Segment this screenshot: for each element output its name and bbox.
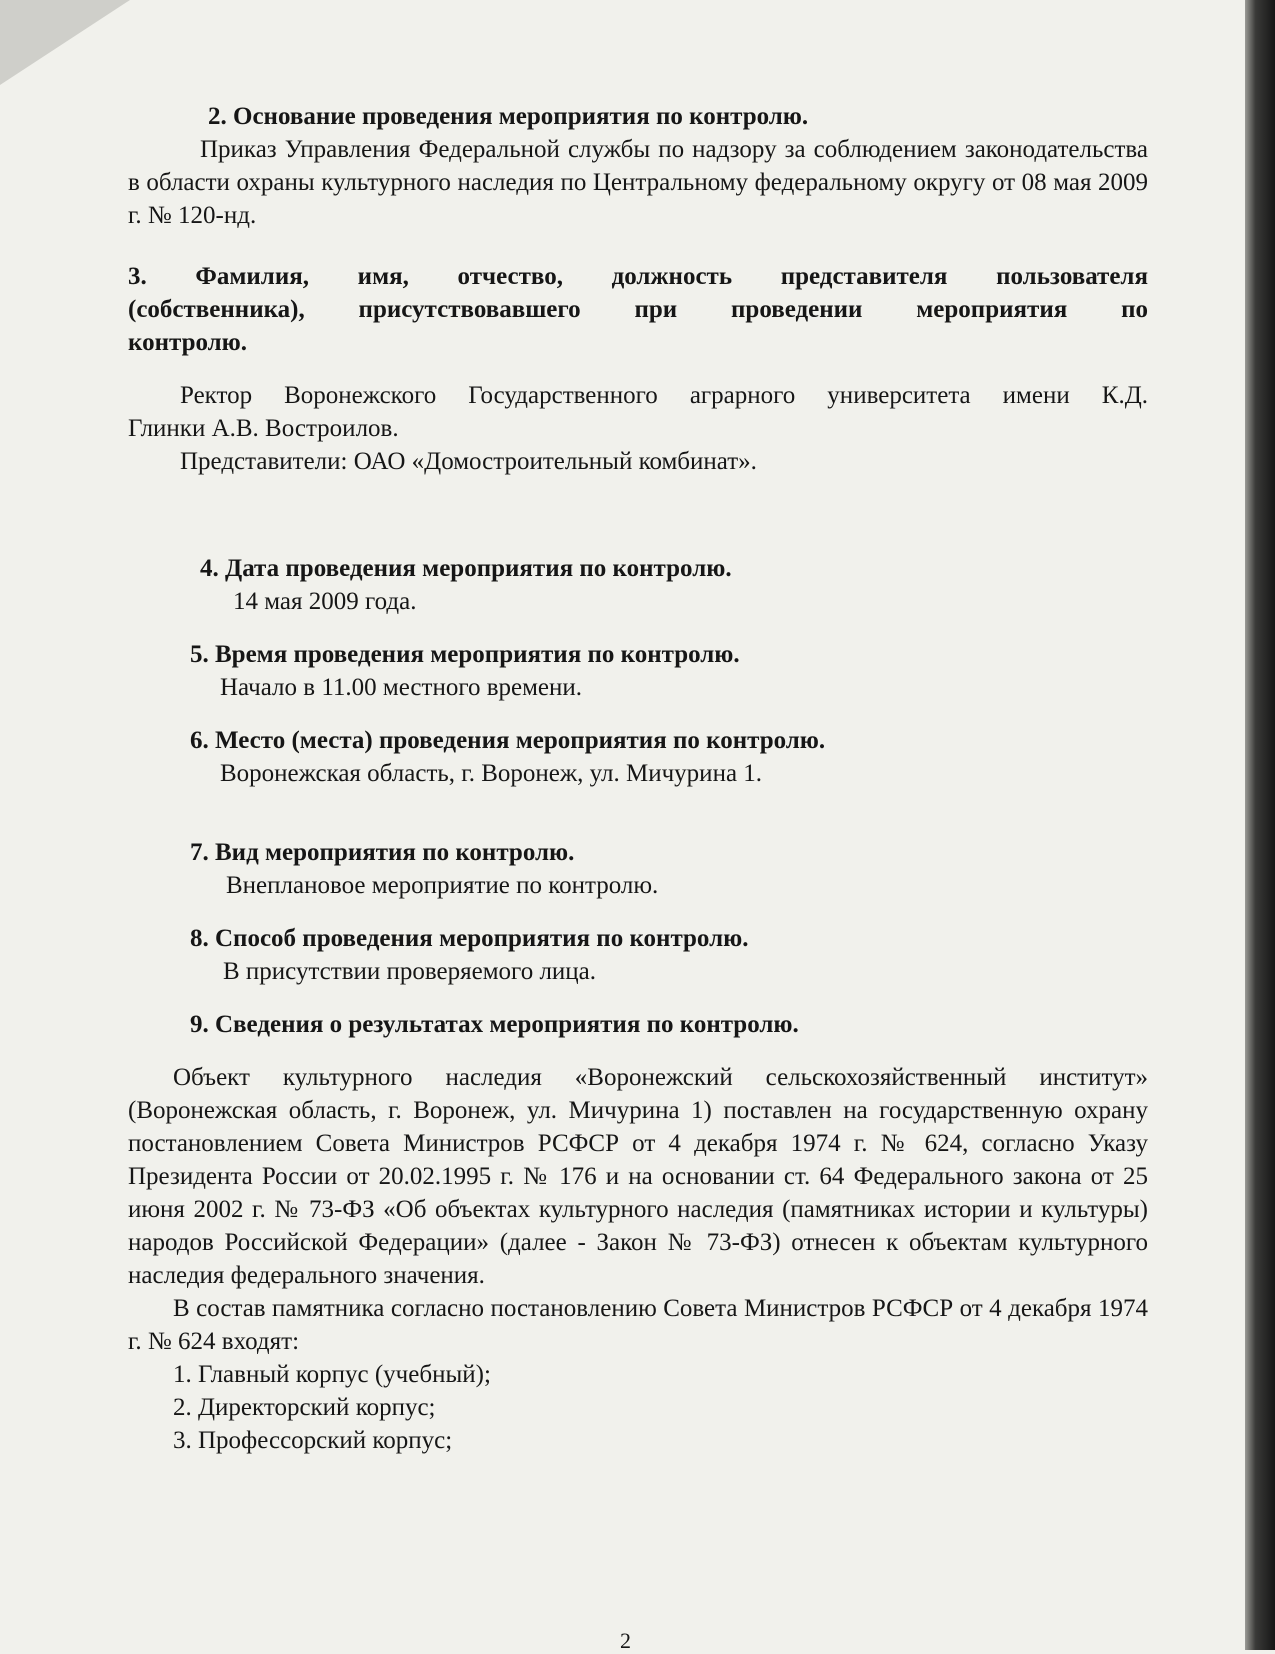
section-4-value: 14 мая 2009 года. <box>233 588 417 615</box>
section-3-heading-line2: (собственника), присутствовавшего при проведении мероприятия по <box>128 296 1148 323</box>
rector-line-1: Ректор Воронежского Государственного аграрного университета имени К.Д. <box>180 382 1148 409</box>
scan-edge-shadow <box>1245 0 1275 1650</box>
section-3-heading-line3: контролю. <box>128 329 248 356</box>
section-4-heading: 4. Дата проведения мероприятия по контролю. <box>200 555 732 582</box>
section-9-paragraph-2: В состав памятника согласно постановлению Совета Министров РСФСР от 4 декабря 1974 г. № 624 входят: <box>128 1295 1148 1355</box>
section-5-value: Начало в 11.00 местного времени. <box>220 674 583 701</box>
section-8-value: В присутствии проверяемого лица. <box>223 958 597 985</box>
page-number: 2 <box>620 1628 631 1653</box>
list-item: 3. Профессорский корпус; <box>173 1427 453 1454</box>
section-7-heading: 7. Вид мероприятия по контролю. <box>190 839 575 866</box>
representatives: Представители: ОАО «Домостроительный комбинат». <box>180 448 757 475</box>
section-5-heading: 5. Время проведения мероприятия по контролю. <box>190 641 740 668</box>
list-item: 2. Директорский корпус; <box>173 1394 436 1421</box>
section-9-heading: 9. Сведения о результатах мероприятия по контролю. <box>190 1011 799 1038</box>
section-2-body: Приказ Управления Федеральной службы по надзору за соблюдением законодательства в области охраны культурного наследия по Центральному федеральному округу от 08 мая 2009 г. № 120-нд. <box>128 136 1148 229</box>
section-6-heading: 6. Место (места) проведения мероприятия по контролю. <box>190 727 826 754</box>
rector-line-2: Глинки А.В. Востроилов. <box>128 415 399 442</box>
document-page <box>128 100 1148 1457</box>
list-item: 1. Главный корпус (учебный); <box>173 1361 491 1388</box>
folded-corner <box>0 0 130 85</box>
section-7-value: Внеплановое мероприятие по контролю. <box>226 872 659 899</box>
section-6-value: Воронежская область, г. Воронеж, ул. Мичурина 1. <box>220 760 763 787</box>
section-8-heading: 8. Способ проведения мероприятия по контролю. <box>190 925 749 952</box>
section-2-heading: 2. Основание проведения мероприятия по контролю. <box>208 103 809 130</box>
section-9-paragraph-1: Объект культурного наследия «Воронежский сельскохозяйственный институт» (Воронежская область, г. Воронеж, ул. Мичурина 1) поставлен на государственную охрану постановлением Совета Министров РСФСР от 4 декабря 1974 г. № 624, согласно Указу Президента России от 20.02.1995 г. № 176 и на основании ст. 64 Федерального закона от 25 июня 2002 г. № 73-ФЗ «Об объектах культурного наследия (памятниках истории и культуры) народов Российской Федерации» (далее - Закон № 73-ФЗ) отнесен к объектам культурного наследия федерального значения. <box>128 1064 1148 1289</box>
section-3-heading-line1: 3. Фамилия, имя, отчество, должность представителя пользователя <box>128 263 1148 290</box>
